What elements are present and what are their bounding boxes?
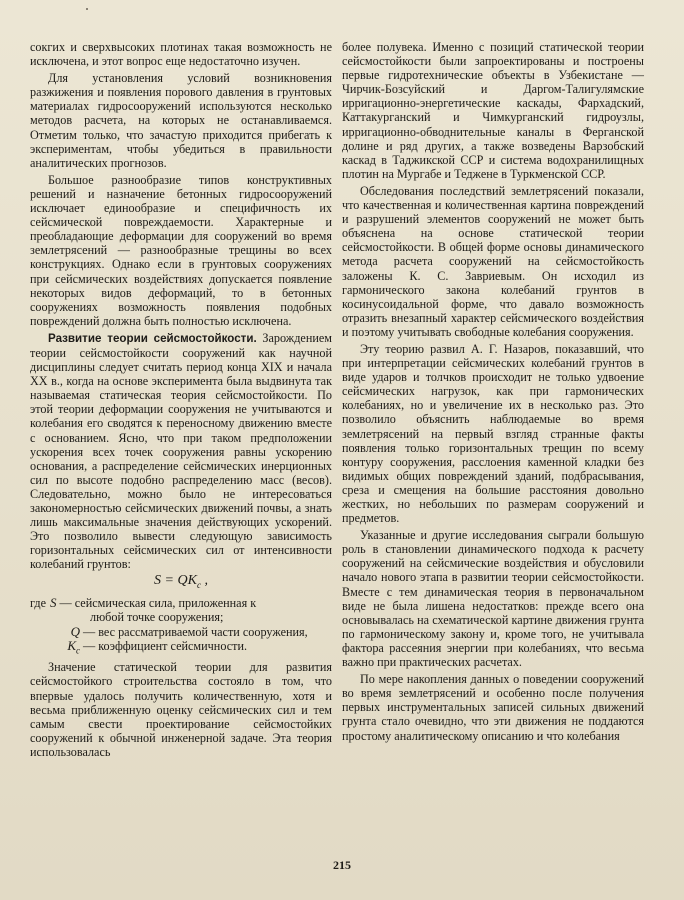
legend-symbol-q: Q xyxy=(70,623,80,639)
formula-subscript: c xyxy=(196,580,201,591)
right-paragraph-1: более полувека. Именно с позиций статической теории сейсмостойкости были запроектированы и построены первые гидротехнические объекты в Узбекистане — Чирчик-Бозсуйский и Даргом-Талигулямские ирригационно-энергетические каскады, Фархадский, Каттакурганский и Чимкурганский гидроузлы, ирригационно-обводнительные каналы в Ферганской долине и ряд других, а также возведены Варзобский каскад в Таджикской ССР и система водохранилищных плотин на Мургабе и Теджене в Туркменской ССР. xyxy=(342,40,644,181)
page-number: 215 xyxy=(333,858,351,872)
legend-prefix: где xyxy=(30,596,47,611)
legend-text-s-cont: любой точке сооружения; xyxy=(90,610,224,625)
right-paragraph-4: Указанные и другие исследования сыграли большую роль в становлении динамического подхода к расчету сооружений на сейсмические воздействия и обусловили начало нового этапа в развитии теории сейсмостойкости. Вместе с тем динамическая теория в первоначальном виде не была лишена недостатков: прежде всего она основывалась на схематической картине движения грунта по гармоническому закону и, кроме того, не учитывала фактора рассеяния энергии при колебаниях, что весьма важно при практических расчетах. xyxy=(342,528,644,670)
right-paragraph-2: Обследования последствий землетрясений показали, что качественная и количественная картина повреждений и разрушений элементов сооружений не может быть объяснена на основе статической теории сейсмостойкости. В общей форме основы динамического метода расчета сооружений на сейсмостойкость заложены К. С. Завриевым. Он исходил из гармонического закона колебаний грунтов в косинусоидальной форме, что давало возможность отразить внезапный характер сейсмического воздействия и поэтому учитывать свободные колебания сооружения. xyxy=(342,183,644,339)
legend-symbol-k xyxy=(30,639,83,658)
formula-tail: , xyxy=(200,573,208,589)
legend-text-s: — сейсмическая сила, приложенная к xyxy=(59,596,257,611)
left-column xyxy=(30,40,332,759)
formula-lhs: S = QK xyxy=(154,573,197,589)
right-paragraph-5: По мере накопления данных о поведении сооружений во время землетрясений и особенно после получения первых инструментальных записей сильных движений грунта стало очевидно, что эти движения не поддаются простому аналитическому описанию и что колебания xyxy=(342,672,644,743)
left-paragraph-2: Для установления условий возникновения разжижения и появления порового давления в грунтовых материалах гидросооружений используются несколько методов расчета, на которых не останавливаемся. Отметим только, что зачастую приходится прибегать к экспериментам, чтобы убедиться в правильности аналитических прогнозов. xyxy=(30,71,332,170)
legend-row-s xyxy=(30,596,332,610)
print-speck xyxy=(86,8,88,10)
legend-text-k: — коэффициент сейсмичности. xyxy=(83,638,248,653)
section-text: Зарождением теории сейсмостойкости сооружений как научной дисциплины следует считать период конца XIX и начала XX в., когда на основе эксперимента была выдвинута так называемая статическая теория сейсмостойкости. По этой теории деформации сооружения не учитываются и колебания его сводятся к переносному движению вместе с основанием. Ясно, что при таком предположении ускорения всех точек сооружения равны ускорению основания, а распределение сейсмических инерционных сил по высоте подобно распределению масс (весов). Следовательно, можно было не интересоваться закономерностью сейсмических движений почвы, а знать лишь максимальные значения действующих ускорений. Это позволило вывести следующую зависимость горизонтальных сейсмических сил от интенсивности колебаний грунтов: xyxy=(30,330,332,572)
seismic-force-formula xyxy=(30,574,332,592)
section-heading: Развитие теории сейсмостойкости. xyxy=(48,331,257,345)
legend-text-q: — вес рассматриваемой части сооружения, xyxy=(83,624,308,639)
left-paragraph-5: Значение статической теории для развития сейсмостойкого строительства состояло в том, что впервые удалось получить количественную, хотя и весьма приближенную оценку сейсмических сил и тем самым свести проектирование сейсмостойких сооружений к обычной инженерной задаче. Эта теория использовалась xyxy=(30,660,332,759)
left-paragraph-3: Большое разнообразие типов конструктивных решений и назначение бетонных гидросооружений исключает единообразие и специфичность их сейсмической повреждаемости. Характерные и преобладающие деформации для сооружений во время землетрясений — разнообразные трещины во всех конструкциях. Однако если в грунтовых сооружениях при сейсмических воздействиях допускается появление некоторых видов деформаций, то в бетонных сооружениях возможность появления подобных повреждений должна быть полностью исключена. xyxy=(30,172,332,328)
legend-symbol-k-sub: c xyxy=(76,645,80,656)
legend-symbol-s: S xyxy=(50,595,57,611)
formula-legend xyxy=(30,596,332,657)
right-paragraph-3: Эту теорию развил А. Г. Назаров, показавший, что при интерпретации сейсмических колебаний грунтов в виде ударов и толчков происходит не только удвоение сейсмических нагрузок, как при гармонических колебаниях, но и увеличение их в несколько раз. Это позволило объяснить наблюдаемые во время землетрясений на первый взгляд странные факты появления только горизонтальных трещин по всему контуру сооружения, расслоения каменной кладки без видимых общих повреждений зданий, подбрасывания, среза и смещения на большие расстояния довольно жестких, но небольших по размерам сооружений и предметов. xyxy=(342,341,644,526)
legend-row-s-cont xyxy=(30,610,332,624)
legend-symbol-k-letter: K xyxy=(67,637,76,653)
legend-row-k xyxy=(30,639,332,658)
right-column xyxy=(342,40,644,743)
left-paragraph-1: сокгих и сверхвысоких плотинах такая возможность не исключена, и этот вопрос еще недостаточно изучен. xyxy=(30,40,332,69)
legend-row-q xyxy=(30,625,332,639)
left-paragraph-4 xyxy=(30,331,332,572)
